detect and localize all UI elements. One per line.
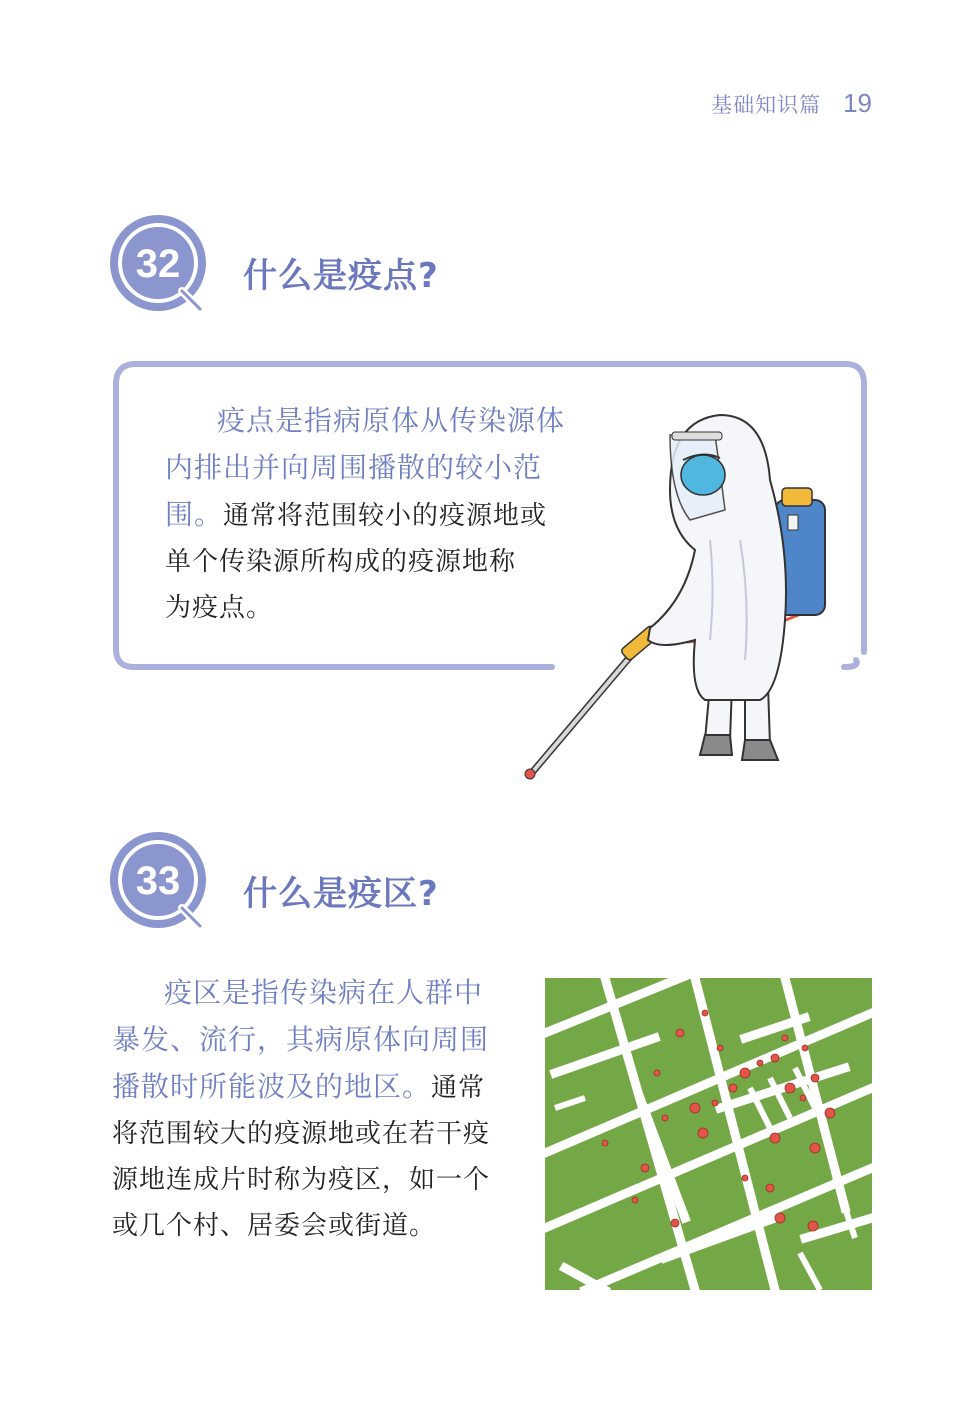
answer-33-text: 疫区是指传染病在人群中 暴发、流行，其病原体向周围 播散时所能波及的地区。通常 将范围较大的疫源地或在若干疫 源地连成片时称为疫区，如一个 或几个村、居委会或街道。	[112, 976, 491, 1241]
street-map-illustration	[545, 978, 872, 1290]
answer-32-text: 疫点是指病原体从传染源体 内排出并向周围播散的较小范 围。通常将范围较小的疫源地或 单个传染源所构成的疫源地称 为疫点。	[165, 404, 566, 623]
section-title: 基础知识篇	[711, 93, 822, 117]
question-title: 什么是疫区?	[243, 874, 439, 914]
question-title: 什么是疫点?	[243, 256, 439, 296]
magnifier-badge-icon	[108, 830, 218, 940]
disinfection-worker-illustration	[520, 400, 840, 790]
page-header	[711, 88, 872, 119]
question-number: 32	[135, 242, 181, 286]
page-number: 19	[843, 88, 872, 118]
question-number: 33	[135, 859, 181, 903]
magnifier-badge-icon	[108, 213, 218, 323]
